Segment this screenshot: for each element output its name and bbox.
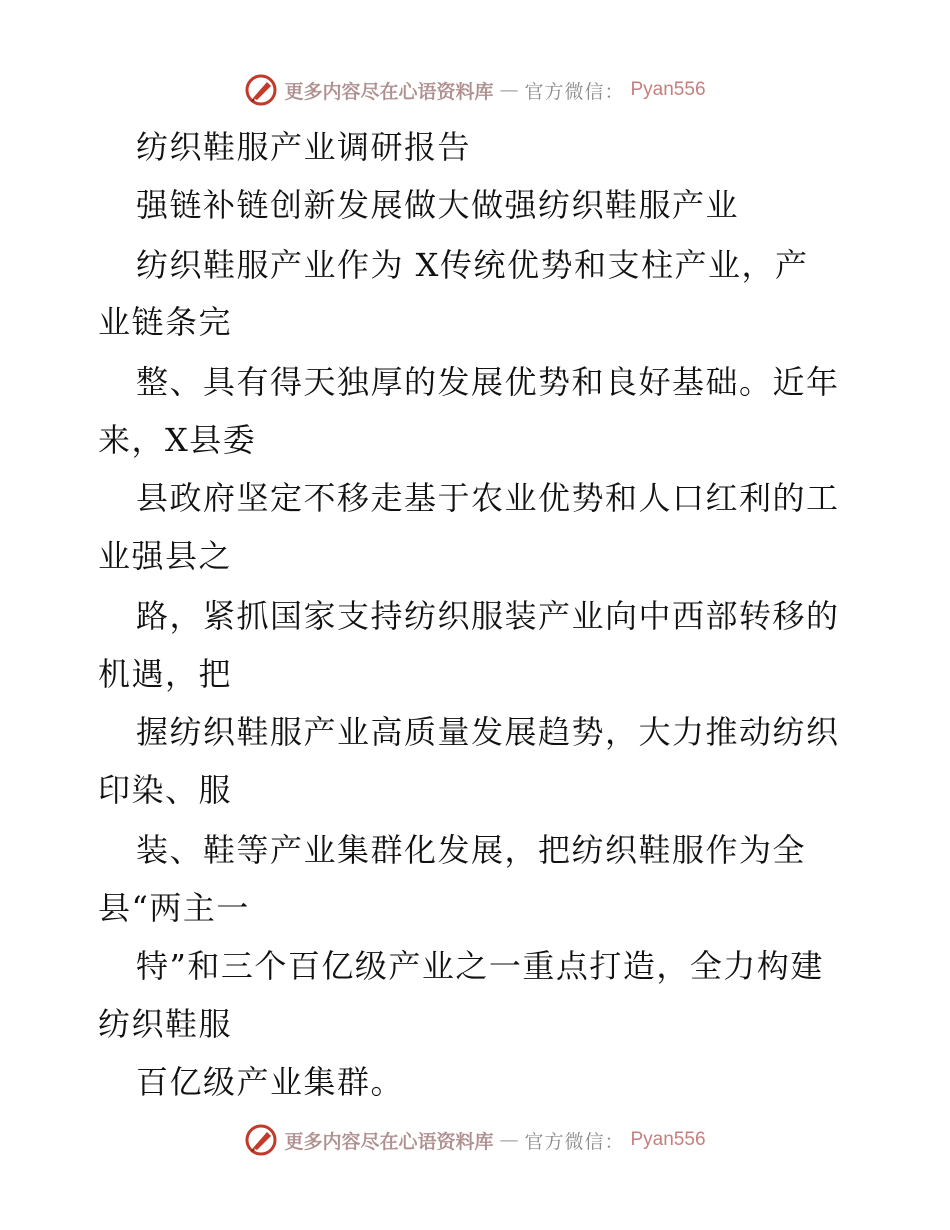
- banner-wechat-id: Pyan556: [630, 1129, 706, 1150]
- banner-separator: —: [499, 79, 519, 101]
- text-line: 整、具有得天独厚的发展优势和良好基础。近年: [136, 363, 840, 401]
- text-line: 装、鞋等产业集群化发展，把纺织鞋服作为全: [136, 831, 807, 869]
- text-line: 握纺织鞋服产业高质量发展趋势，大力推动纺织: [136, 713, 840, 751]
- footer-banner: [0, 1120, 950, 1160]
- text-line: 来，X县委: [98, 421, 257, 459]
- text-line: 县“两主一: [98, 889, 250, 927]
- banner-site-text: 更多内容尽在心语资料库: [284, 80, 494, 103]
- banner-wechat-id: Pyan556: [630, 79, 706, 100]
- banner-separator: —: [499, 1129, 519, 1151]
- header-banner: [0, 70, 950, 110]
- banner-wechat-label: 官方微信：: [524, 80, 625, 103]
- pen-logo-icon: [244, 73, 278, 107]
- text-line: 特”和三个百亿级产业之一重点打造，全力构建: [136, 947, 824, 985]
- document-title: 纺织鞋服产业调研报告: [136, 128, 472, 166]
- document-subtitle: 强链补链创新发展做大做强纺织鞋服产业: [136, 186, 740, 224]
- text-line: 百亿级产业集群。: [136, 1063, 405, 1101]
- text-line: 业强县之: [98, 537, 233, 575]
- text-line: 路，紧抓国家支持纺织服装产业向中西部转移的: [136, 597, 840, 635]
- banner-site-text: 更多内容尽在心语资料库: [284, 1130, 494, 1153]
- text-line: 印染、服: [98, 771, 233, 809]
- text-line: 县政府坚定不移走基于农业优势和人口红利的工: [136, 479, 840, 517]
- pen-logo-icon: [244, 1123, 278, 1157]
- text-line: 纺织鞋服: [98, 1005, 233, 1043]
- text-line: 纺织鞋服产业作为 X传统优势和支柱产业，产: [136, 246, 809, 284]
- text-line: 业链条完: [98, 303, 233, 341]
- banner-wechat-label: 官方微信：: [524, 1130, 625, 1153]
- text-line: 机遇，把: [98, 655, 233, 693]
